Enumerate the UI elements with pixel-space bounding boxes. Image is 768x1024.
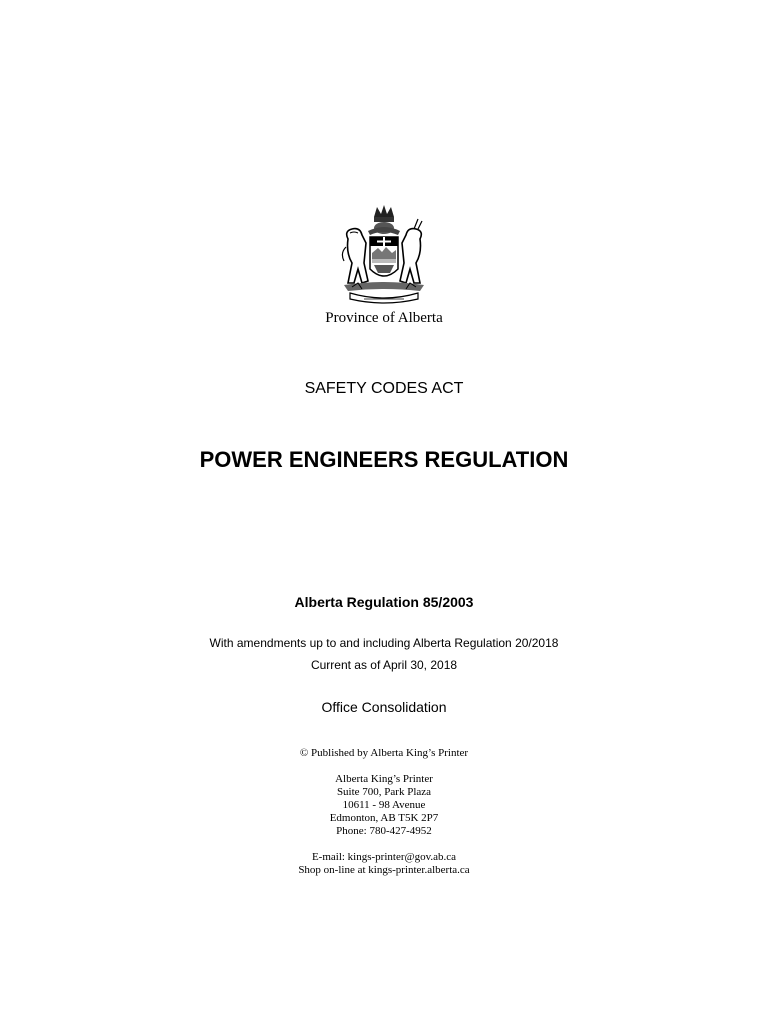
shop-online-line: Shop on-line at kings-printer.alberta.ca [298, 864, 470, 876]
address-line: Edmonton, AB T5K 2P7 [329, 812, 439, 824]
address-line: Alberta King’s Printer [335, 773, 433, 785]
alberta-coat-of-arms-icon [334, 203, 434, 305]
regulation-number: Alberta Regulation 85/2003 [294, 594, 474, 610]
address-line: Suite 700, Park Plaza [336, 786, 432, 798]
amendments-text: With amendments up to and including Alberta Regulation 20/2018 [209, 636, 559, 650]
amendment-info [0, 632, 768, 676]
address-line: 10611 - 98 Avenue [342, 799, 426, 811]
province-name: Province of Alberta [325, 310, 443, 326]
publisher-block [0, 747, 768, 877]
email-line: E-mail: kings-printer@gov.ab.ca [311, 851, 457, 863]
current-as-of-text: Current as of April 30, 2018 [310, 658, 458, 672]
act-name: SAFETY CODES ACT [304, 380, 464, 397]
phone-line: Phone: 780-427-4952 [336, 825, 432, 837]
published-by-line: © Published by Alberta King’s Printer [299, 747, 469, 759]
consolidation-label: Office Consolidation [321, 699, 447, 715]
document-title: POWER ENGINEERS REGULATION [199, 447, 569, 472]
